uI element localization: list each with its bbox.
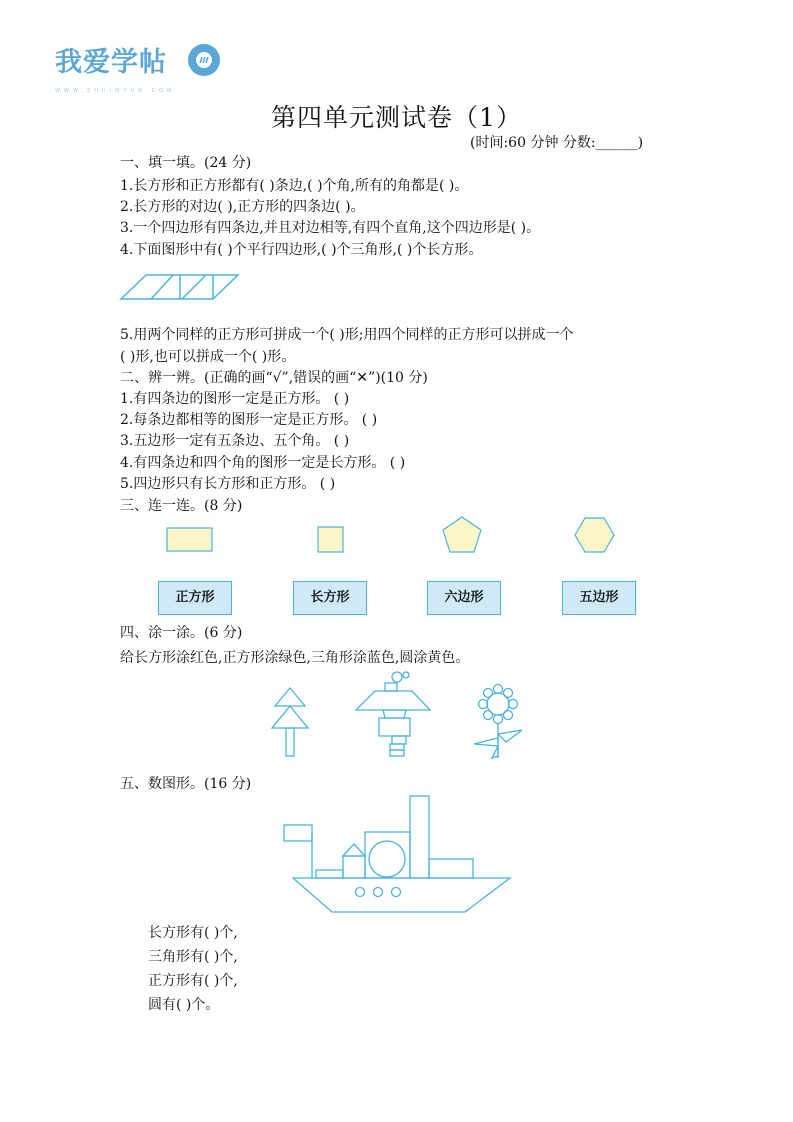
question-1-2: 2.长方形的对边( ),正方形的四条边( )。 [120,199,365,215]
ship-figure [280,792,520,918]
pentagon-shape [443,517,481,552]
question-1-5b: ( )形,也可以拼成一个( )形。 [120,349,296,365]
section4-heading: 四、涂一涂。(6 分) [120,625,243,641]
logo-text: 我爱学帖 [55,47,167,78]
question-1-5a: 5.用两个同样的正方形可拼成一个( )形;用四个同样的正方形可以拼成一个 [120,327,574,343]
exam-meta: (时间:60 分钟 分数:______) [470,135,644,151]
section3-heading: 三、连一连。(8 分) [120,498,243,514]
judge-item-3: 3.五边形一定有五条边、五个角。 ( ) [120,433,350,449]
section1-heading: 一、填一填。(24 分) [120,155,252,171]
judge-item-2: 2.每条边都相等的图形一定是正方形。 ( ) [120,412,378,428]
judge-item-5: 5.四边形只有长方形和正方形。 ( ) [120,476,336,492]
robot-figure [356,672,430,756]
count-circles: 圆有( )个。 [148,997,220,1013]
parallelogram-figure [118,270,243,304]
question-1-3: 3.一个四边形有四条边,并且对边相等,有四个直角,这个四边形是( )。 [120,220,541,236]
judge-item-1: 1.有四条边的图形一定是正方形。 ( ) [120,391,350,407]
match-label-hexagon[interactable]: 六边形 [427,581,501,615]
match-label-rectangle[interactable]: 长方形 [293,581,367,615]
rectangle-shape [167,528,212,551]
square-shape [318,527,343,552]
logo-chat-icon [188,44,220,76]
logo-url: WWW.ZHUIMYUN.COM [55,88,176,94]
hexagon-shape [575,518,614,552]
flower-figure [474,685,522,759]
question-1-4: 4.下面图形中有( )个平行四边形,( )个三角形,( )个长方形。 [120,242,483,258]
section5-heading: 五、数图形。(16 分) [120,776,252,792]
count-triangles: 三角形有( )个, [148,949,238,965]
question-1-1: 1.长方形和正方形都有( )条边,( )个角,所有的角都是( )。 [120,178,469,194]
coloring-figures [260,670,540,762]
coloring-instruction: 给长方形涂红色,正方形涂绿色,三角形涂蓝色,圆涂黄色。 [120,650,470,666]
count-squares: 正方形有( )个, [148,973,238,989]
section2-heading: 二、辨一辨。(正确的画“√”,错误的画“✕”)(10 分) [120,370,428,386]
tree-figure [272,688,308,756]
count-rectangles: 长方形有( )个, [148,925,238,941]
judge-item-4: 4.有四条边和四个角的图形一定是长方形。 ( ) [120,455,406,471]
match-label-pentagon[interactable]: 五边形 [562,581,636,615]
match-shapes [160,512,630,562]
page-title: 第四单元测试卷（1） [271,103,522,132]
match-label-square[interactable]: 正方形 [158,581,232,615]
